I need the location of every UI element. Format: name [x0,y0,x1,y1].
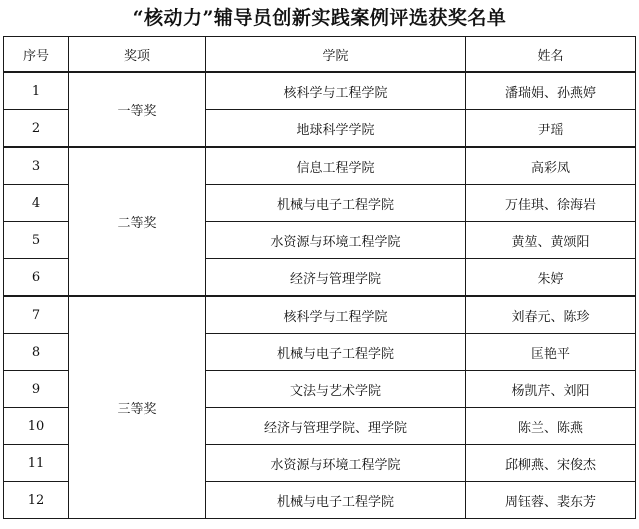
school-cell: 机械与电子工程学院 [206,185,466,222]
serial-number-cell: 5 [4,222,69,259]
names-cell: 朱婷 [466,259,636,297]
serial-number-cell: 3 [4,147,69,185]
names-cell: 万佳琪、徐海岩 [466,185,636,222]
serial-number-cell: 9 [4,371,69,408]
header-names: 姓名 [466,37,636,73]
award-list-table [3,36,636,519]
serial-number-cell: 11 [4,445,69,482]
award-cell: 三等奖 [69,296,206,519]
table-header-row [4,37,636,73]
names-cell: 黄堃、黄颂阳 [466,222,636,259]
serial-number-cell: 1 [4,72,69,110]
names-cell: 潘瑞娟、孙燕婷 [466,72,636,110]
table-row [4,147,636,185]
serial-number-cell: 12 [4,482,69,519]
school-cell: 文法与艺术学院 [206,371,466,408]
serial-number-cell: 2 [4,110,69,148]
document-title: “核动力”辅导员创新实践案例评选获奖名单 [132,7,507,29]
names-cell: 匡艳平 [466,334,636,371]
table-row [4,296,636,334]
school-cell: 机械与电子工程学院 [206,482,466,519]
award-cell: 二等奖 [69,147,206,296]
serial-number-cell: 7 [4,296,69,334]
names-cell: 邱柳燕、宋俊杰 [466,445,636,482]
header-school: 学院 [206,37,466,73]
serial-number-cell: 8 [4,334,69,371]
school-cell: 水资源与环境工程学院 [206,445,466,482]
names-cell: 杨凯芹、刘阳 [466,371,636,408]
school-cell: 核科学与工程学院 [206,296,466,334]
serial-number-cell: 6 [4,259,69,297]
serial-number-cell: 4 [4,185,69,222]
school-cell: 信息工程学院 [206,147,466,185]
names-cell: 尹瑶 [466,110,636,148]
header-award: 奖项 [69,37,206,73]
school-cell: 机械与电子工程学院 [206,334,466,371]
school-cell: 地球科学学院 [206,110,466,148]
header-serial-number: 序号 [4,37,69,73]
school-cell: 水资源与环境工程学院 [206,222,466,259]
table-row [4,72,636,110]
award-cell: 一等奖 [69,72,206,147]
names-cell: 高彩凤 [466,147,636,185]
school-cell: 经济与管理学院、理学院 [206,408,466,445]
names-cell: 刘春元、陈珍 [466,296,636,334]
school-cell: 核科学与工程学院 [206,72,466,110]
names-cell: 周钰蓉、裴东芳 [466,482,636,519]
school-cell: 经济与管理学院 [206,259,466,297]
names-cell: 陈兰、陈燕 [466,408,636,445]
serial-number-cell: 10 [4,408,69,445]
table-body [4,72,636,519]
